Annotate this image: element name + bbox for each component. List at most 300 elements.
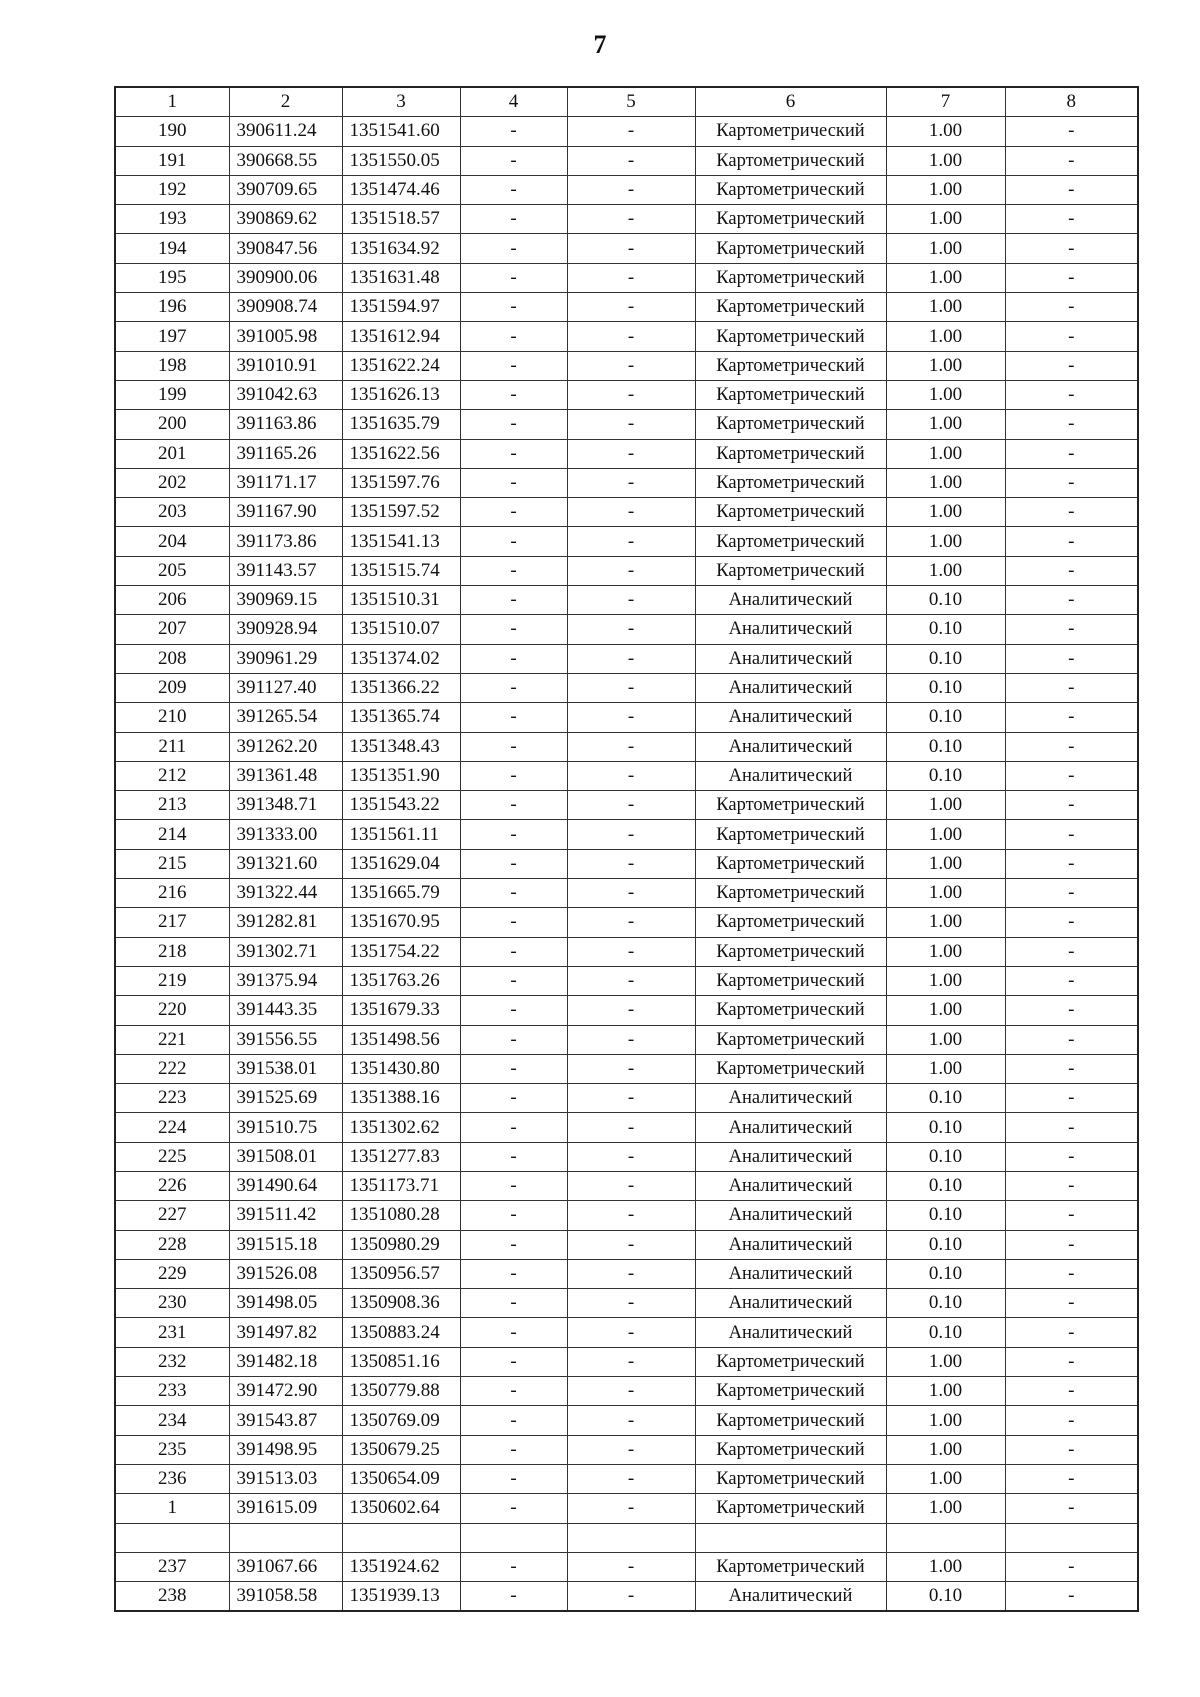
table-row xyxy=(115,1259,1138,1288)
method-cell: Аналитический xyxy=(695,673,886,702)
accuracy-cell: 1.00 xyxy=(886,879,1005,908)
x-coordinate-cell: 391497.82 xyxy=(229,1318,342,1347)
method-cell: Картометрический xyxy=(695,1552,886,1581)
y-coordinate-cell: 1351924.62 xyxy=(342,1552,460,1581)
table-row xyxy=(115,468,1138,497)
header-cell: 3 xyxy=(342,87,460,117)
accuracy-cell: 0.10 xyxy=(886,1318,1005,1347)
accuracy-cell: 1.00 xyxy=(886,1054,1005,1083)
col4-cell: - xyxy=(460,468,567,497)
col4-cell: - xyxy=(460,703,567,732)
col4-cell: - xyxy=(460,1054,567,1083)
col4-cell: - xyxy=(460,1347,567,1376)
y-coordinate-cell: 1350679.25 xyxy=(342,1435,460,1464)
col8-cell: - xyxy=(1005,439,1138,468)
col4-cell: - xyxy=(460,1494,567,1523)
method-cell: Аналитический xyxy=(695,644,886,673)
y-coordinate-cell: 1350851.16 xyxy=(342,1347,460,1376)
col4-cell: - xyxy=(460,410,567,439)
y-coordinate-cell: 1351515.74 xyxy=(342,556,460,585)
col4-cell: - xyxy=(460,1377,567,1406)
col8-cell: - xyxy=(1005,380,1138,409)
accuracy-cell: 0.10 xyxy=(886,1201,1005,1230)
col5-cell: - xyxy=(567,1347,695,1376)
accuracy-cell: 1.00 xyxy=(886,293,1005,322)
header-cell: 6 xyxy=(695,87,886,117)
table-row xyxy=(115,1464,1138,1493)
y-coordinate-cell: 1351541.13 xyxy=(342,527,460,556)
point-number-cell: 224 xyxy=(115,1113,229,1142)
x-coordinate-cell: 391321.60 xyxy=(229,849,342,878)
table-row xyxy=(115,1142,1138,1171)
table-row xyxy=(115,1347,1138,1376)
table-row xyxy=(115,380,1138,409)
col5-cell: - xyxy=(567,1259,695,1288)
col8-cell: - xyxy=(1005,1435,1138,1464)
accuracy-cell: 0.10 xyxy=(886,703,1005,732)
accuracy-cell: 1.00 xyxy=(886,527,1005,556)
point-number-cell: 204 xyxy=(115,527,229,556)
x-coordinate-cell: 391127.40 xyxy=(229,673,342,702)
table-row xyxy=(115,1435,1138,1464)
col5-cell: - xyxy=(567,879,695,908)
method-cell: Картометрический xyxy=(695,439,886,468)
y-coordinate-cell: 1350654.09 xyxy=(342,1464,460,1493)
method-cell: Аналитический xyxy=(695,615,886,644)
point-number-cell: 211 xyxy=(115,732,229,761)
col4-cell: - xyxy=(460,1318,567,1347)
method-cell: Аналитический xyxy=(695,1171,886,1200)
col8-cell: - xyxy=(1005,1259,1138,1288)
table-row xyxy=(115,644,1138,673)
coordinates-table xyxy=(114,86,1139,1612)
y-coordinate-cell: 1351754.22 xyxy=(342,937,460,966)
accuracy-cell: 1.00 xyxy=(886,1464,1005,1493)
col8-cell: - xyxy=(1005,673,1138,702)
point-number-cell: 197 xyxy=(115,322,229,351)
table-row xyxy=(115,966,1138,995)
method-cell: Аналитический xyxy=(695,1113,886,1142)
col8-cell: - xyxy=(1005,1113,1138,1142)
table-row xyxy=(115,234,1138,263)
accuracy-cell: 1.00 xyxy=(886,966,1005,995)
point-number-cell: 193 xyxy=(115,205,229,234)
point-number-cell: 196 xyxy=(115,293,229,322)
x-coordinate-cell: 391515.18 xyxy=(229,1230,342,1259)
col4-cell: - xyxy=(460,1201,567,1230)
col8-cell: - xyxy=(1005,615,1138,644)
x-coordinate-cell: 391322.44 xyxy=(229,879,342,908)
y-coordinate-cell: 1350602.64 xyxy=(342,1494,460,1523)
x-coordinate-cell: 390908.74 xyxy=(229,293,342,322)
accuracy-cell: 1.00 xyxy=(886,234,1005,263)
accuracy-cell: 0.10 xyxy=(886,1171,1005,1200)
point-number-cell: 238 xyxy=(115,1582,229,1612)
point-number-cell: 227 xyxy=(115,1201,229,1230)
x-coordinate-cell: 390928.94 xyxy=(229,615,342,644)
table-row xyxy=(115,1171,1138,1200)
accuracy-cell: 0.10 xyxy=(886,644,1005,673)
accuracy-cell: 1.00 xyxy=(886,117,1005,146)
accuracy-cell: 0.10 xyxy=(886,1142,1005,1171)
col5-cell: - xyxy=(567,937,695,966)
y-coordinate-cell: 1350980.29 xyxy=(342,1230,460,1259)
col5-cell: - xyxy=(567,1435,695,1464)
col8-cell: - xyxy=(1005,849,1138,878)
x-coordinate-cell: 391171.17 xyxy=(229,468,342,497)
x-coordinate-cell: 391005.98 xyxy=(229,322,342,351)
table-row xyxy=(115,1406,1138,1435)
col4-cell: - xyxy=(460,820,567,849)
x-coordinate-cell xyxy=(229,1523,342,1552)
method-cell: Картометрический xyxy=(695,1054,886,1083)
col4-cell: - xyxy=(460,1464,567,1493)
table-row xyxy=(115,1201,1138,1230)
header-cell: 4 xyxy=(460,87,567,117)
method-cell: Картометрический xyxy=(695,966,886,995)
col4-cell: - xyxy=(460,908,567,937)
table-row xyxy=(115,1318,1138,1347)
x-coordinate-cell: 390900.06 xyxy=(229,263,342,292)
point-number-cell: 222 xyxy=(115,1054,229,1083)
x-coordinate-cell: 391348.71 xyxy=(229,791,342,820)
col5-cell: - xyxy=(567,468,695,497)
col5-cell: - xyxy=(567,761,695,790)
col8-cell: - xyxy=(1005,644,1138,673)
method-cell: Аналитический xyxy=(695,1142,886,1171)
col5-cell: - xyxy=(567,1201,695,1230)
table-row xyxy=(115,117,1138,146)
accuracy-cell: 0.10 xyxy=(886,1230,1005,1259)
point-number-cell: 219 xyxy=(115,966,229,995)
x-coordinate-cell: 391163.86 xyxy=(229,410,342,439)
method-cell xyxy=(695,1523,886,1552)
accuracy-cell: 1.00 xyxy=(886,1377,1005,1406)
method-cell: Аналитический xyxy=(695,1289,886,1318)
method-cell: Аналитический xyxy=(695,732,886,761)
header-cell: 1 xyxy=(115,87,229,117)
col5-cell: - xyxy=(567,644,695,673)
accuracy-cell: 1.00 xyxy=(886,1025,1005,1054)
x-coordinate-cell: 391543.87 xyxy=(229,1406,342,1435)
table-row xyxy=(115,703,1138,732)
col4-cell: - xyxy=(460,1289,567,1318)
accuracy-cell: 1.00 xyxy=(886,468,1005,497)
y-coordinate-cell: 1351080.28 xyxy=(342,1201,460,1230)
point-number-cell: 212 xyxy=(115,761,229,790)
col4-cell: - xyxy=(460,644,567,673)
method-cell: Картометрический xyxy=(695,234,886,263)
table-row xyxy=(115,761,1138,790)
table-row xyxy=(115,351,1138,380)
col4-cell: - xyxy=(460,996,567,1025)
col4-cell: - xyxy=(460,146,567,175)
header-cell: 2 xyxy=(229,87,342,117)
y-coordinate-cell: 1350956.57 xyxy=(342,1259,460,1288)
col5-cell: - xyxy=(567,293,695,322)
col5-cell: - xyxy=(567,732,695,761)
col8-cell: - xyxy=(1005,879,1138,908)
col4-cell: - xyxy=(460,1259,567,1288)
col8-cell: - xyxy=(1005,1464,1138,1493)
accuracy-cell xyxy=(886,1523,1005,1552)
method-cell: Картометрический xyxy=(695,1025,886,1054)
col5-cell: - xyxy=(567,1142,695,1171)
method-cell: Картометрический xyxy=(695,293,886,322)
point-number-cell: 208 xyxy=(115,644,229,673)
col8-cell: - xyxy=(1005,1318,1138,1347)
y-coordinate-cell: 1351541.60 xyxy=(342,117,460,146)
table-row xyxy=(115,1084,1138,1113)
y-coordinate-cell: 1351635.79 xyxy=(342,410,460,439)
col4-cell: - xyxy=(460,1582,567,1612)
x-coordinate-cell: 391173.86 xyxy=(229,527,342,556)
method-cell: Аналитический xyxy=(695,1318,886,1347)
accuracy-cell: 0.10 xyxy=(886,1113,1005,1142)
table-row xyxy=(115,410,1138,439)
point-number-cell: 200 xyxy=(115,410,229,439)
accuracy-cell: 0.10 xyxy=(886,586,1005,615)
accuracy-cell: 1.00 xyxy=(886,322,1005,351)
col5-cell: - xyxy=(567,117,695,146)
accuracy-cell: 0.10 xyxy=(886,732,1005,761)
col8-cell: - xyxy=(1005,468,1138,497)
col4-cell: - xyxy=(460,1142,567,1171)
x-coordinate-cell: 391265.54 xyxy=(229,703,342,732)
method-cell: Картометрический xyxy=(695,527,886,556)
col8-cell: - xyxy=(1005,293,1138,322)
accuracy-cell: 1.00 xyxy=(886,820,1005,849)
method-cell: Аналитический xyxy=(695,761,886,790)
accuracy-cell: 0.10 xyxy=(886,761,1005,790)
accuracy-cell: 0.10 xyxy=(886,1289,1005,1318)
x-coordinate-cell: 391010.91 xyxy=(229,351,342,380)
table-row xyxy=(115,439,1138,468)
col8-cell: - xyxy=(1005,322,1138,351)
col5-cell: - xyxy=(567,1054,695,1083)
col5-cell: - xyxy=(567,498,695,527)
x-coordinate-cell: 391538.01 xyxy=(229,1054,342,1083)
y-coordinate-cell: 1351626.13 xyxy=(342,380,460,409)
x-coordinate-cell: 391472.90 xyxy=(229,1377,342,1406)
y-coordinate-cell: 1351597.52 xyxy=(342,498,460,527)
accuracy-cell: 1.00 xyxy=(886,1494,1005,1523)
col4-cell: - xyxy=(460,234,567,263)
point-number-cell: 198 xyxy=(115,351,229,380)
col4-cell: - xyxy=(460,1552,567,1581)
col8-cell: - xyxy=(1005,175,1138,204)
x-coordinate-cell: 391361.48 xyxy=(229,761,342,790)
method-cell: Картометрический xyxy=(695,380,886,409)
y-coordinate-cell: 1351561.11 xyxy=(342,820,460,849)
accuracy-cell: 1.00 xyxy=(886,380,1005,409)
table-row xyxy=(115,322,1138,351)
point-number-cell: 213 xyxy=(115,791,229,820)
method-cell: Картометрический xyxy=(695,791,886,820)
col4-cell: - xyxy=(460,205,567,234)
col4-cell: - xyxy=(460,879,567,908)
col8-cell: - xyxy=(1005,527,1138,556)
table-row xyxy=(115,556,1138,585)
col5-cell: - xyxy=(567,263,695,292)
col5-cell: - xyxy=(567,410,695,439)
table-row xyxy=(115,849,1138,878)
col8-cell: - xyxy=(1005,791,1138,820)
table-row xyxy=(115,205,1138,234)
point-number-cell: 217 xyxy=(115,908,229,937)
x-coordinate-cell: 391490.64 xyxy=(229,1171,342,1200)
y-coordinate-cell: 1351634.92 xyxy=(342,234,460,263)
y-coordinate-cell: 1351594.97 xyxy=(342,293,460,322)
table-row xyxy=(115,146,1138,175)
col5-cell: - xyxy=(567,673,695,702)
col4-cell: - xyxy=(460,966,567,995)
x-coordinate-cell: 391375.94 xyxy=(229,966,342,995)
col8-cell: - xyxy=(1005,1084,1138,1113)
col5-cell: - xyxy=(567,966,695,995)
x-coordinate-cell: 391143.57 xyxy=(229,556,342,585)
y-coordinate-cell: 1351597.76 xyxy=(342,468,460,497)
col8-cell: - xyxy=(1005,761,1138,790)
col4-cell: - xyxy=(460,1435,567,1464)
col5-cell: - xyxy=(567,205,695,234)
table-row xyxy=(115,293,1138,322)
col8-cell: - xyxy=(1005,1142,1138,1171)
col4-cell: - xyxy=(460,498,567,527)
point-number-cell: 1 xyxy=(115,1494,229,1523)
col5-cell: - xyxy=(567,1113,695,1142)
x-coordinate-cell: 391282.81 xyxy=(229,908,342,937)
x-coordinate-cell: 391615.09 xyxy=(229,1494,342,1523)
col5-cell: - xyxy=(567,615,695,644)
col8-cell: - xyxy=(1005,908,1138,937)
header-cell: 7 xyxy=(886,87,1005,117)
y-coordinate-cell: 1351388.16 xyxy=(342,1084,460,1113)
table-row xyxy=(115,820,1138,849)
accuracy-cell: 0.10 xyxy=(886,1582,1005,1612)
col5-cell: - xyxy=(567,1289,695,1318)
table-row xyxy=(115,263,1138,292)
y-coordinate-cell: 1351670.95 xyxy=(342,908,460,937)
col8-cell: - xyxy=(1005,117,1138,146)
col5-cell: - xyxy=(567,1582,695,1612)
point-number-cell: 236 xyxy=(115,1464,229,1493)
method-cell: Картометрический xyxy=(695,410,886,439)
col8-cell: - xyxy=(1005,1552,1138,1581)
method-cell: Картометрический xyxy=(695,1435,886,1464)
col8-cell: - xyxy=(1005,1406,1138,1435)
y-coordinate-cell: 1351173.71 xyxy=(342,1171,460,1200)
col8-cell: - xyxy=(1005,1171,1138,1200)
header-cell: 8 xyxy=(1005,87,1138,117)
col8-cell: - xyxy=(1005,351,1138,380)
y-coordinate-cell: 1351510.31 xyxy=(342,586,460,615)
accuracy-cell: 1.00 xyxy=(886,1406,1005,1435)
col4-cell: - xyxy=(460,263,567,292)
accuracy-cell: 1.00 xyxy=(886,146,1005,175)
col4-cell: - xyxy=(460,527,567,556)
method-cell: Аналитический xyxy=(695,586,886,615)
col5-cell: - xyxy=(567,556,695,585)
table-row xyxy=(115,175,1138,204)
table-row xyxy=(115,498,1138,527)
point-number-cell: 230 xyxy=(115,1289,229,1318)
col5-cell: - xyxy=(567,1025,695,1054)
point-number-cell: 201 xyxy=(115,439,229,468)
col5-cell: - xyxy=(567,791,695,820)
y-coordinate-cell: 1351518.57 xyxy=(342,205,460,234)
table-row xyxy=(115,1289,1138,1318)
col4-cell: - xyxy=(460,117,567,146)
table-header xyxy=(115,87,1138,117)
x-coordinate-cell: 391262.20 xyxy=(229,732,342,761)
col4-cell: - xyxy=(460,1406,567,1435)
col8-cell: - xyxy=(1005,1347,1138,1376)
method-cell: Картометрический xyxy=(695,937,886,966)
table-row xyxy=(115,1230,1138,1259)
x-coordinate-cell: 391525.69 xyxy=(229,1084,342,1113)
x-coordinate-cell: 391498.95 xyxy=(229,1435,342,1464)
col8-cell: - xyxy=(1005,234,1138,263)
y-coordinate-cell: 1351430.80 xyxy=(342,1054,460,1083)
x-coordinate-cell: 391556.55 xyxy=(229,1025,342,1054)
col5-cell: - xyxy=(567,1552,695,1581)
y-coordinate-cell: 1350883.24 xyxy=(342,1318,460,1347)
col5-cell: - xyxy=(567,1406,695,1435)
col5-cell: - xyxy=(567,175,695,204)
col5-cell: - xyxy=(567,586,695,615)
x-coordinate-cell: 391526.08 xyxy=(229,1259,342,1288)
y-coordinate-cell: 1351474.46 xyxy=(342,175,460,204)
method-cell: Картометрический xyxy=(695,263,886,292)
y-coordinate-cell: 1351277.83 xyxy=(342,1142,460,1171)
col8-cell: - xyxy=(1005,1054,1138,1083)
table-row xyxy=(115,1582,1138,1612)
y-coordinate-cell: 1350779.88 xyxy=(342,1377,460,1406)
point-number-cell: 235 xyxy=(115,1435,229,1464)
x-coordinate-cell: 391167.90 xyxy=(229,498,342,527)
col5-cell: - xyxy=(567,1318,695,1347)
y-coordinate-cell: 1351348.43 xyxy=(342,732,460,761)
accuracy-cell: 1.00 xyxy=(886,1435,1005,1464)
point-number-cell: 221 xyxy=(115,1025,229,1054)
point-number-cell: 234 xyxy=(115,1406,229,1435)
point-number-cell: 195 xyxy=(115,263,229,292)
header-row xyxy=(115,87,1138,117)
col5-cell xyxy=(567,1523,695,1552)
point-number-cell: 203 xyxy=(115,498,229,527)
col5-cell: - xyxy=(567,849,695,878)
col8-cell: - xyxy=(1005,703,1138,732)
col8-cell: - xyxy=(1005,937,1138,966)
method-cell: Картометрический xyxy=(695,146,886,175)
col4-cell: - xyxy=(460,1025,567,1054)
x-coordinate-cell: 390869.62 xyxy=(229,205,342,234)
y-coordinate-cell: 1351629.04 xyxy=(342,849,460,878)
col8-cell: - xyxy=(1005,146,1138,175)
point-number-cell: 231 xyxy=(115,1318,229,1347)
col5-cell: - xyxy=(567,703,695,732)
point-number-cell: 192 xyxy=(115,175,229,204)
table-row xyxy=(115,1054,1138,1083)
method-cell: Аналитический xyxy=(695,1259,886,1288)
point-number-cell: 194 xyxy=(115,234,229,263)
x-coordinate-cell: 391443.35 xyxy=(229,996,342,1025)
method-cell: Картометрический xyxy=(695,849,886,878)
col8-cell: - xyxy=(1005,586,1138,615)
method-cell: Картометрический xyxy=(695,996,886,1025)
method-cell: Картометрический xyxy=(695,498,886,527)
